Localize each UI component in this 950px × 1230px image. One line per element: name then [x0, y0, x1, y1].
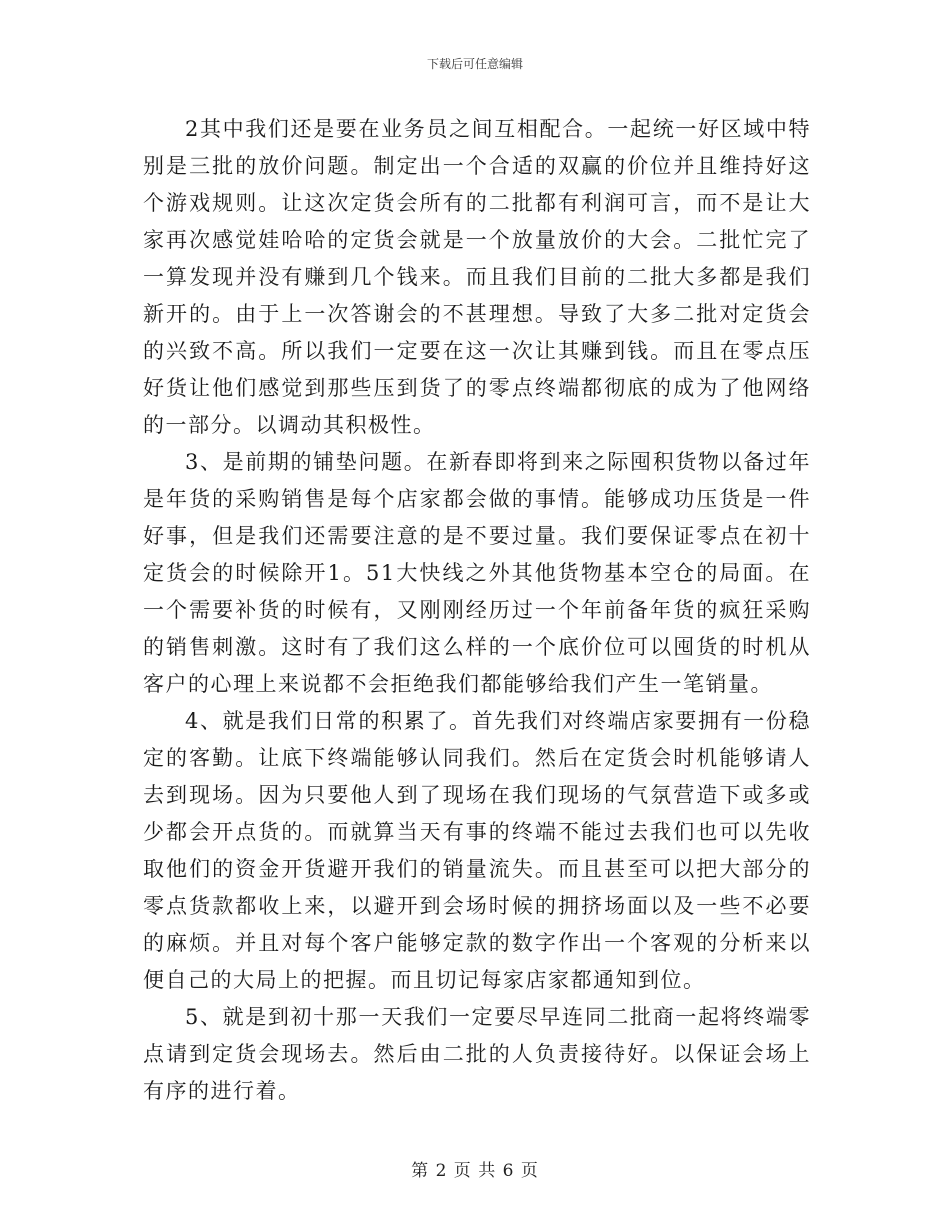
- paragraph-5: 5、就是到初十那一天我们一定要尽早连同二批商一起将终端零点请到定货会现场去。然后由二批的人负责接待好。以保证会场上有序的进行着。: [143, 1005, 811, 1103]
- paragraph-2: 2其中我们还是要在业务员之间互相配合。一起统一好区域中特别是三批的放价问题。制定出一个合适的双赢的价位并且维持好这个游戏规则。让这次定货会所有的二批都有利润可言，而不是让大家再次感觉娃哈哈的定货会就是一个放量放价的大会。二批忙完了一算发现并没有赚到几个钱来。而且我们目前的二批大多都是我们新开的。由于上一次答谢会的不甚理想。导致了大多二批对定货会的兴致不高。所以我们一定要在这一次让其赚到钱。而且在零点压好货让他们感觉到那些压到货了的零点终端都彻底的成为了他网络的一部分。以调动其积极性。: [143, 117, 811, 437]
- paragraph-4: 4、就是我们日常的积累了。首先我们对终端店家要拥有一份稳定的客勤。让底下终端能够认同我们。然后在定货会时机能够请人去到现场。因为只要他人到了现场在我们现场的气氛营造下或多或少都会开点货的。而就算当天有事的终端不能过去我们也可以先收取他们的资金开货避开我们的销量流失。而且甚至可以把大部分的零点货款都收上来，以避开到会场时候的拥挤场面以及一些不必要的麻烦。并且对每个客户能够定款的数字作出一个客观的分析来以便自己的大局上的把握。而且切记每家店家都通知到位。: [143, 709, 811, 992]
- page-number-footer: 第 2 页 共 6 页: [411, 1161, 539, 1181]
- page-header: 下载后可任意编辑: [426, 57, 523, 71]
- document-body: [143, 111, 811, 1110]
- paragraph-3: 3、是前期的铺垫问题。在新春即将到来之际囤积货物以备过年是年货的采购销售是每个店家都会做的事情。能够成功压货是一件好事，但是我们还需要注意的是不要过量。我们要保证零点在初十定货会的时候除开1。51大快线之外其他货物基本空仓的局面。在一个需要补货的时候有，又刚刚经历过一个年前备年货的疯狂采购的销售刺激。这时有了我们这么样的一个底价位可以囤货的时机从客户的心理上来说都不会拒绝我们都能够给我们产生一笔销量。: [143, 450, 811, 696]
